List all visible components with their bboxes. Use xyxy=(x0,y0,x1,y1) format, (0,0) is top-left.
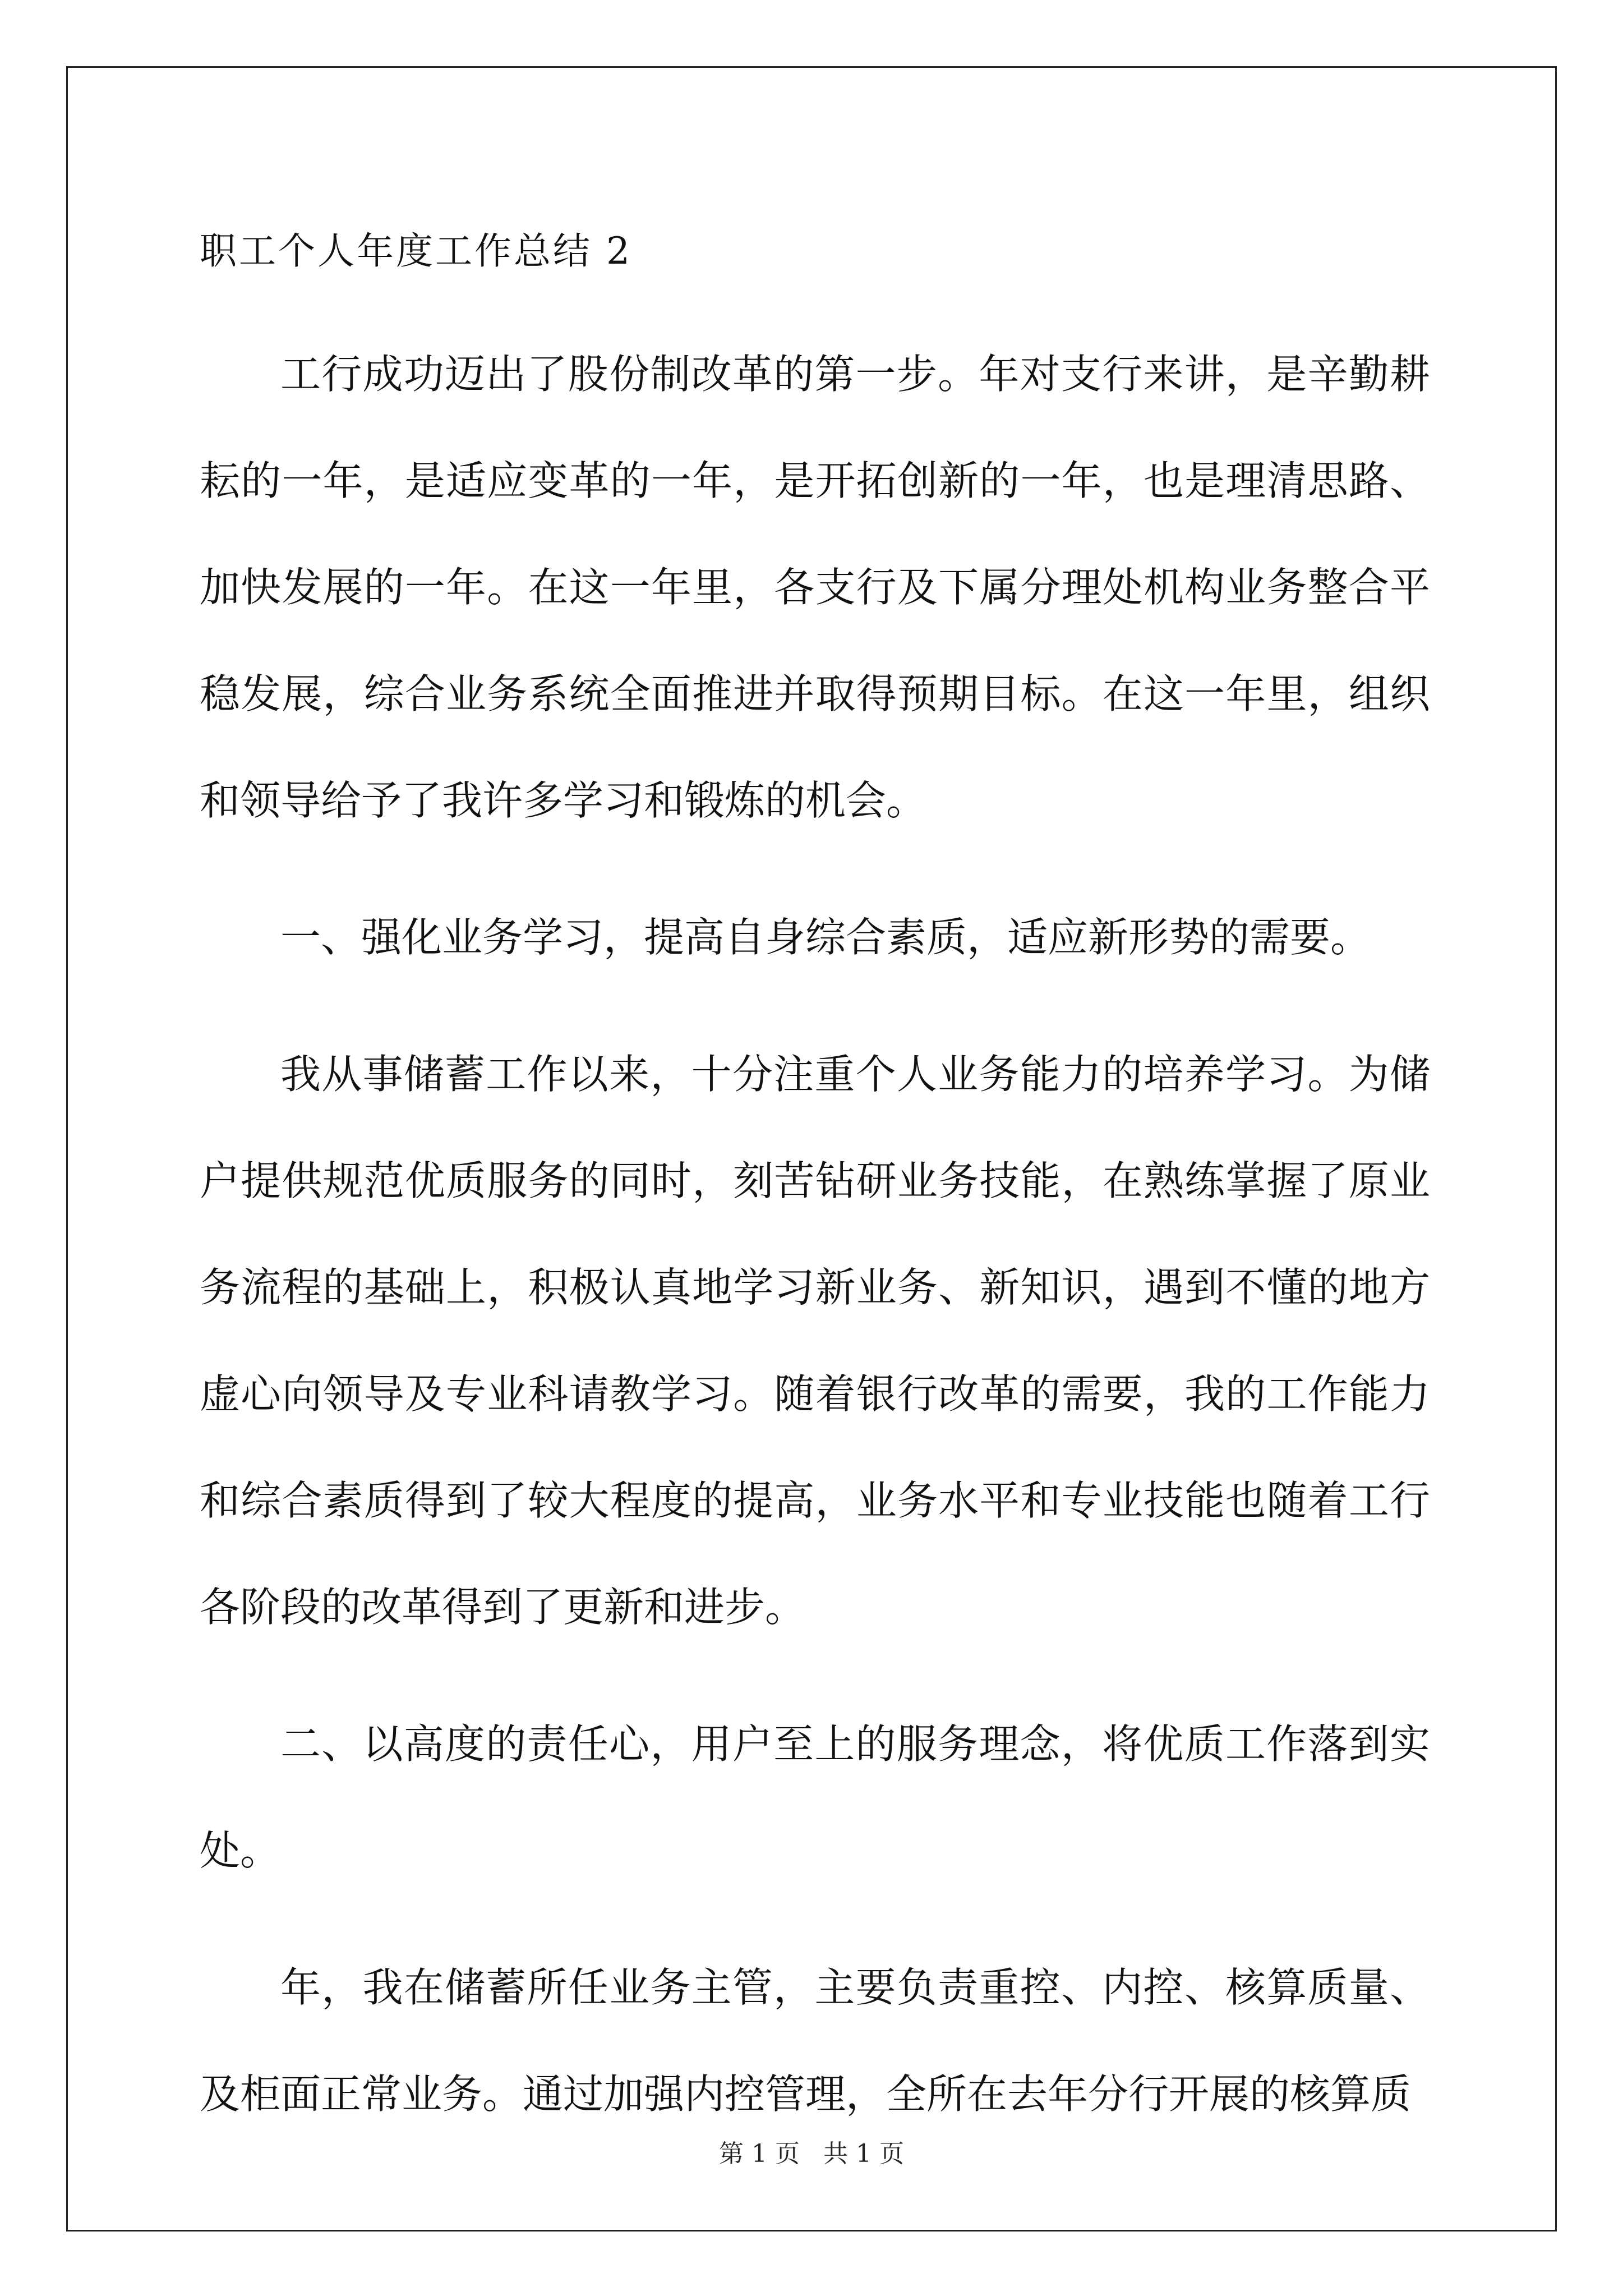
paragraph-section-1: 我从事储蓄工作以来，十分注重个人业务能力的培养学习。为储户提供规范优质服务的同时，刻苦钻研业务技能，在熟练掌握了原业务流程的基础上，积极认真地学习新业务、新知识，遇到不懂的地方虚心向领导及专业科请教学习。随着银行改革的需要，我的工作能力和综合素质得到了较大程度的提高，业务水平和专业技能也随着工行各阶段的改革得到了更新和进步。 xyxy=(200,1051,1430,1631)
document-title: 职工个人年度工作总结 2 xyxy=(200,229,632,273)
paragraph-intro: 工行成功迈出了股份制改革的第一步。年对支行来讲，是辛勤耕耘的一年，是适应变革的一年，是开拓创新的一年，也是理清思路、加快发展的一年。在这一年里，各支行及下属分理处机构业务整合平稳发展，综合业务系统全面推进并取得预期目标。在这一年里，组织和领导给予了我许多学习和锻炼的机会。 xyxy=(200,351,1430,824)
section-heading-1: 一、强化业务学习，提高自身综合素质，适应新形势的需要。 xyxy=(280,914,1371,961)
paragraph-section-2: 年，我在储蓄所任业务主管，主要负责重控、内控、核算质量、及柜面正常业务。通过加强内控管理，全所在去年分行开展的核算质 xyxy=(200,1964,1430,2118)
page-footer: 第 1 页 共 1 页 xyxy=(719,2139,904,2168)
section-heading-2: 二、以高度的责任心，用户至上的服务理念，将优质工作落到实处。 xyxy=(200,1720,1430,1874)
document-body xyxy=(200,321,1430,2178)
